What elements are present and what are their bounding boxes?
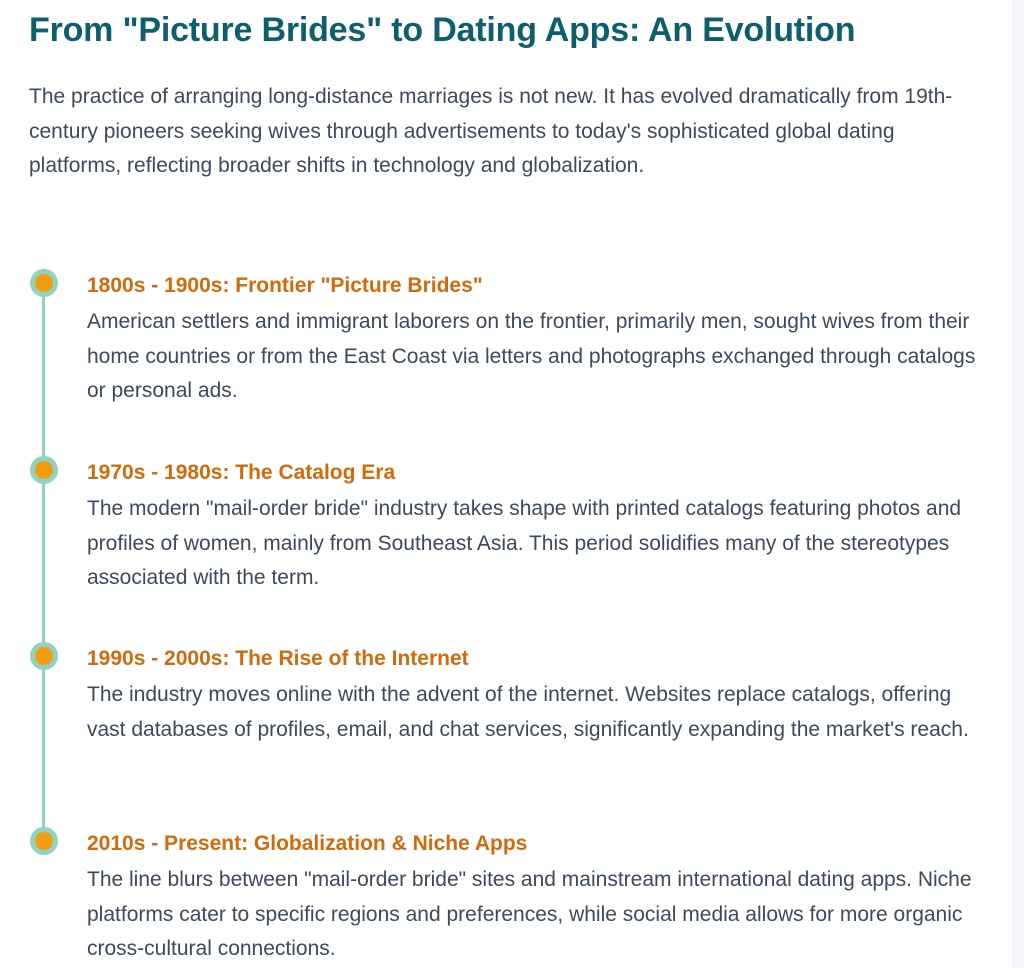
timeline-item-title: 2010s - Present: Globalization & Niche Apps — [87, 832, 528, 855]
timeline-item-title: 1970s - 1980s: The Catalog Era — [87, 461, 396, 484]
page-title: From "Picture Brides" to Dating Apps: An Evolution — [29, 11, 856, 49]
timeline-line — [42, 280, 45, 843]
timeline-item-description: The modern "mail-order bride" industry takes shape with printed catalogs featuring photos and profiles of women, mainly from Southeast Asia. This period solidifies many of the stereotypes associated with the term. — [87, 497, 962, 589]
timeline-dot-icon — [30, 456, 58, 484]
intro-paragraph: The practice of arranging long-distance marriages is not new. It has evolved dramatically from 19th-century pioneers seeking wives through advertisements to today's sophisticated global dating platforms, reflecting broader shifts in technology and globalization. — [29, 85, 953, 177]
timeline-dot-icon — [30, 827, 58, 855]
timeline-dot-icon — [30, 642, 58, 670]
scrollbar-track[interactable] — [1012, 0, 1024, 968]
timeline-item-description: The line blurs between "mail-order bride" sites and mainstream international dating apps. Niche platforms cater to specific regions and preferences, while social media allows for more organic cross-cultural connections. — [87, 868, 972, 960]
article — [29, 8, 984, 960]
timeline-item-title: 1800s - 1900s: Frontier "Picture Brides" — [87, 274, 483, 297]
timeline-dot-icon — [30, 269, 58, 297]
timeline-item-description: The industry moves online with the advent of the internet. Websites replace catalogs, offering vast databases of profiles, email, and chat services, significantly expanding the market's reach. — [87, 683, 969, 741]
timeline-item-title: 1990s - 2000s: The Rise of the Internet — [87, 647, 469, 670]
timeline-item-description: American settlers and immigrant laborers on the frontier, primarily men, sought wives from their home countries or from the East Coast via letters and photographs exchanged through catalogs or personal ads. — [87, 310, 976, 402]
